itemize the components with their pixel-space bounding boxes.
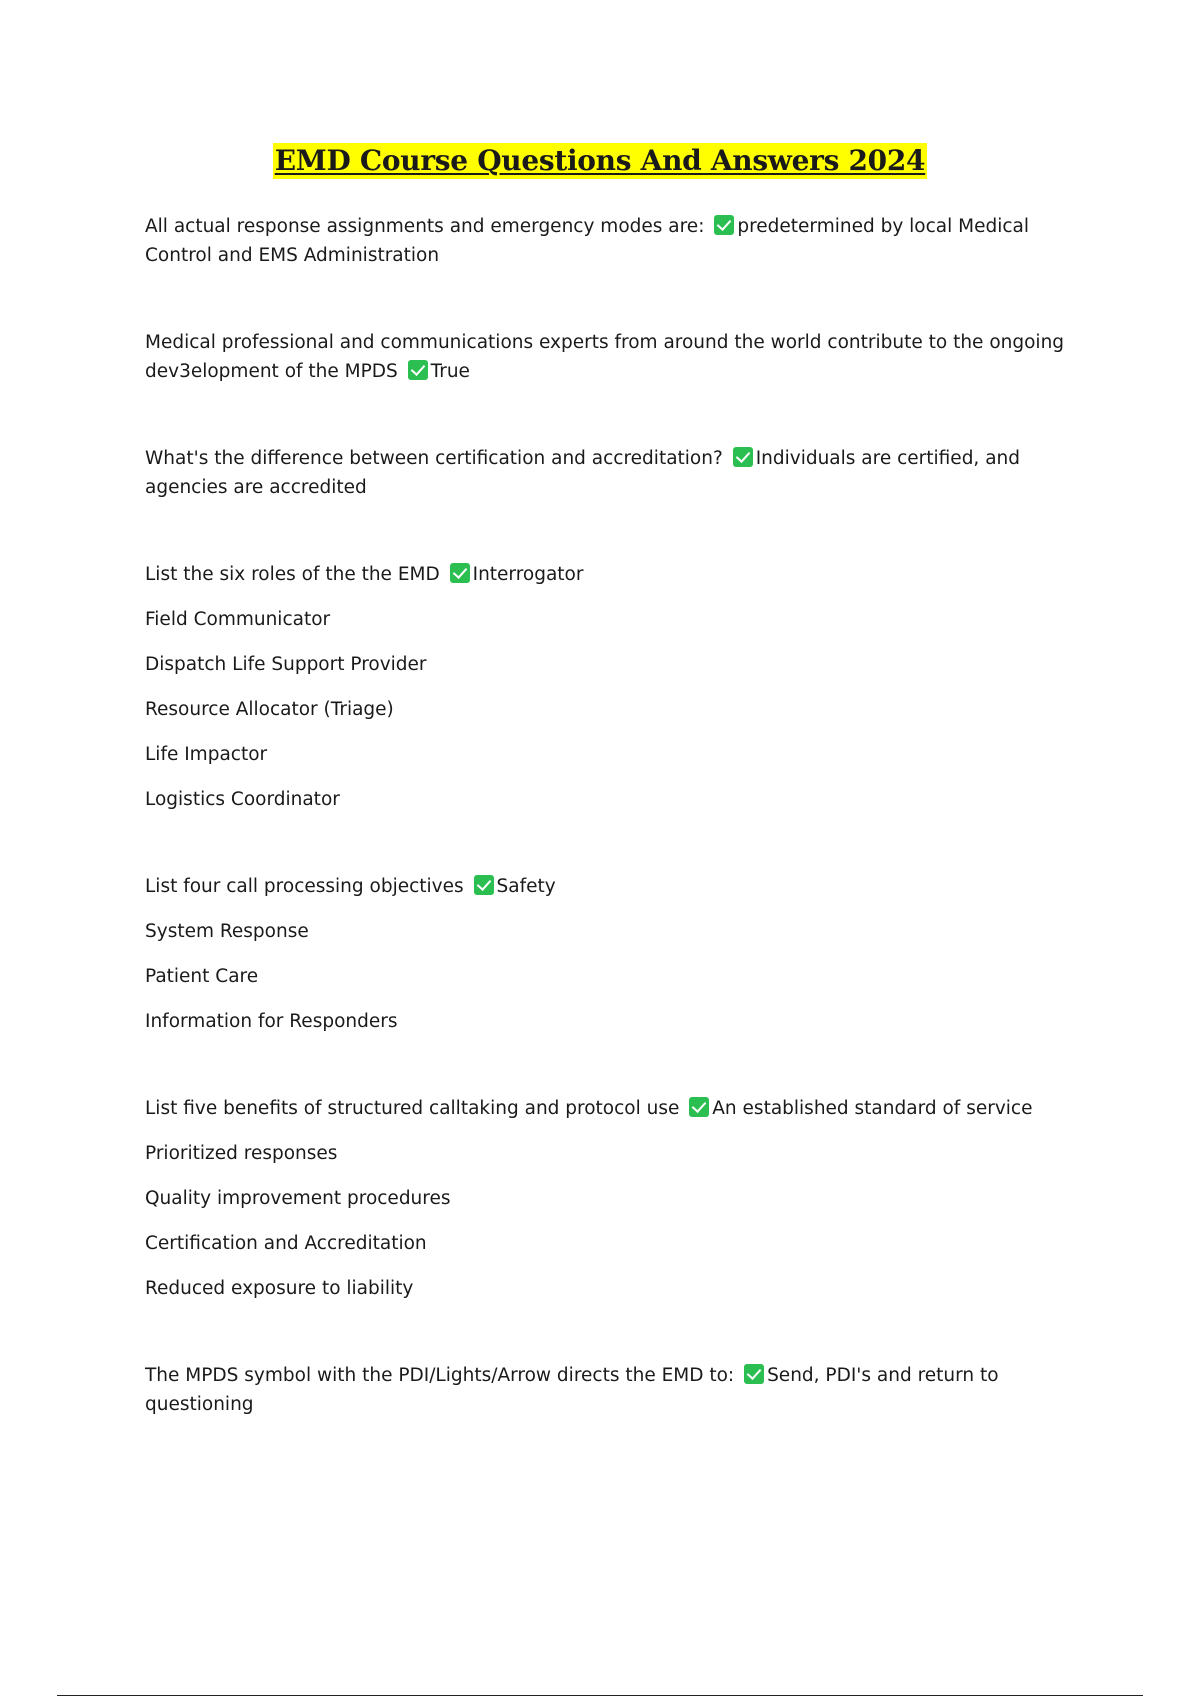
answer-text: Safety <box>496 876 556 897</box>
answer-list-item: Dispatch Life Support Provider <box>145 654 427 675</box>
answer-text: Send, PDI's and return to questioning <box>145 1365 999 1415</box>
check-box-icon <box>474 875 494 895</box>
answer-list-item: Field Communicator <box>145 609 331 630</box>
title-container <box>0 143 1200 179</box>
question-text: Medical professional and communications experts from around the world contribute to the ongoing dev3elopment of the MPDS <box>145 332 1065 382</box>
answer-list-item: System Response <box>145 921 309 942</box>
answer-list-item: Logistics Coordinator <box>145 789 340 810</box>
check-box-icon <box>408 360 428 380</box>
question-text: What's the difference between certification and accreditation? <box>145 448 723 469</box>
answer-list-item: Reduced exposure to liability <box>145 1278 414 1299</box>
answer-text: Interrogator <box>472 564 584 585</box>
question-text: The MPDS symbol with the PDI/Lights/Arrow directs the EMD to: <box>145 1365 735 1386</box>
answer-list-item: Certification and Accreditation <box>145 1233 427 1254</box>
check-box-icon <box>714 215 734 235</box>
qa-question-line <box>145 560 1065 589</box>
qa-item <box>145 328 1065 386</box>
qa-item <box>145 1361 1065 1419</box>
answer-list-item: Information for Responders <box>145 1011 398 1032</box>
check-box-icon <box>744 1364 764 1384</box>
check-box-icon <box>450 563 470 583</box>
check-box-icon <box>733 447 753 467</box>
qa-item <box>145 444 1065 502</box>
qa-item <box>145 560 1065 814</box>
check-box-icon <box>689 1097 709 1117</box>
answer-list-item: Quality improvement procedures <box>145 1188 451 1209</box>
qa-list <box>145 212 1065 1419</box>
qa-item <box>145 872 1065 1036</box>
qa-question-line <box>145 1094 1065 1123</box>
qa-question-line <box>145 444 1065 502</box>
answer-text: An established standard of service <box>712 1098 1033 1119</box>
answer-list-item: Resource Allocator (Triage) <box>145 699 394 720</box>
qa-question-line <box>145 872 1065 901</box>
document-title: EMD Course Questions And Answers 2024 <box>274 144 926 177</box>
qa-item <box>145 1094 1065 1303</box>
question-text: All actual response assignments and emergency modes are: <box>145 216 705 237</box>
question-text: List the six roles of the the EMD <box>145 564 440 585</box>
qa-question-line <box>145 328 1065 386</box>
qa-question-line <box>145 1361 1065 1419</box>
answer-text: predetermined by local Medical Control and EMS Administration <box>145 216 1030 266</box>
question-text: List four call processing objectives <box>145 876 464 897</box>
qa-question-line <box>145 212 1065 270</box>
answer-list-item: Patient Care <box>145 966 259 987</box>
answer-text: Individuals are certified, and agencies are accredited <box>145 448 1020 498</box>
qa-item <box>145 212 1065 270</box>
answer-text: True <box>430 361 470 382</box>
question-text: List five benefits of structured calltaking and protocol use <box>145 1098 680 1119</box>
footer-divider <box>57 1695 1143 1696</box>
answer-list-item: Prioritized responses <box>145 1143 338 1164</box>
answer-list-item: Life Impactor <box>145 744 268 765</box>
